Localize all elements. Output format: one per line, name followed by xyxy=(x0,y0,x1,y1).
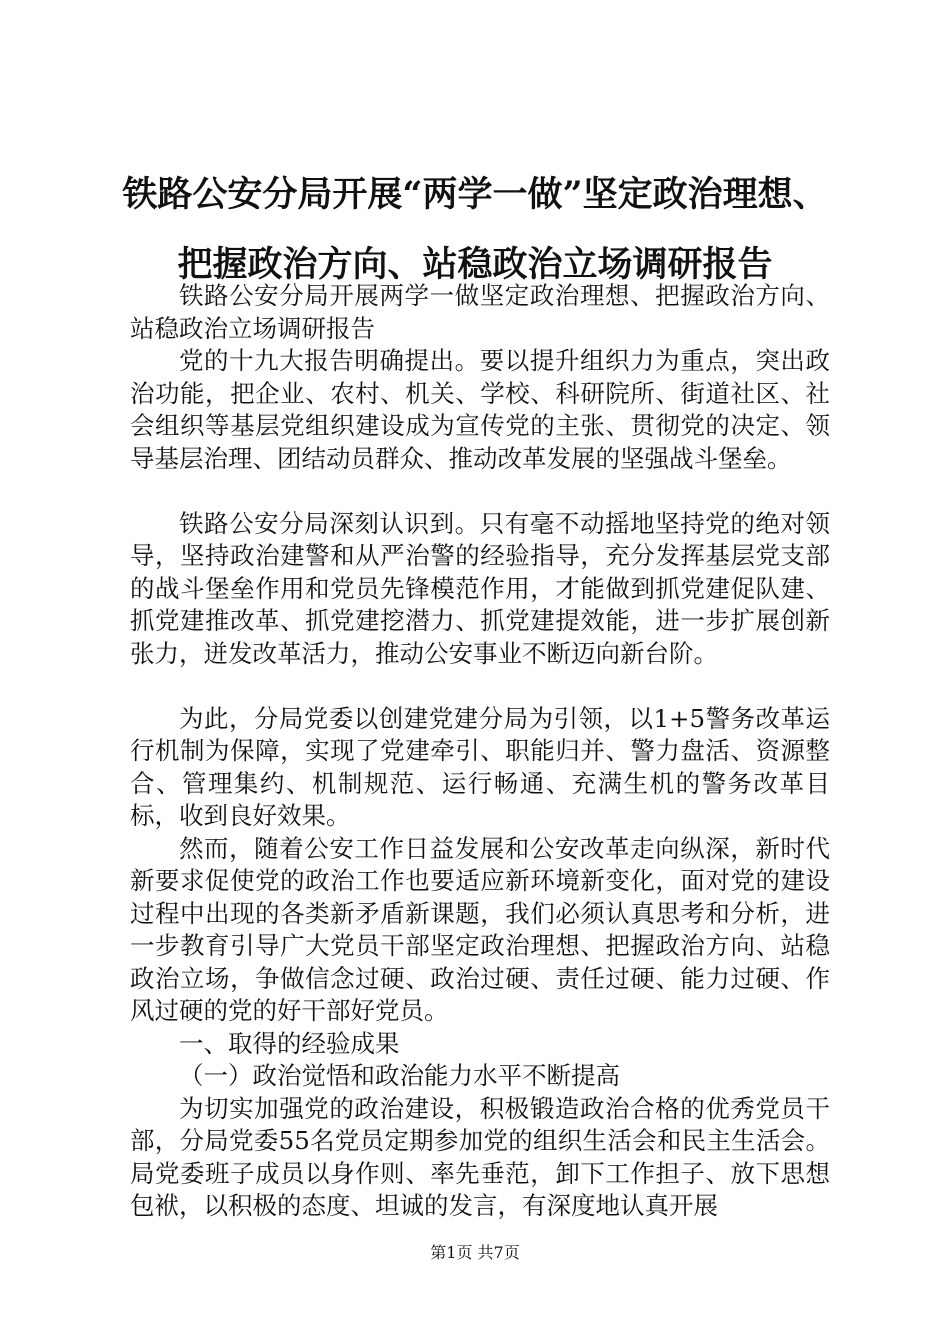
paragraph-intro: 党的十九大报告明确提出。要以提升组织力为重点，突出政治功能，把企业、农村、机关、学校、科研院所、街道社区、社会组织等基层党组织建设成为宣传党的主张、贯彻党的决定、领导基层治理、团结动员群众、推动改革发展的坚强战斗堡垒。 xyxy=(130,346,830,473)
blank-line xyxy=(130,475,830,508)
section-heading: 一、取得的经验成果 xyxy=(179,1028,400,1058)
document-title xyxy=(90,160,860,300)
page-footer: 第1页 共7页 xyxy=(430,1243,520,1262)
paragraph-understanding: 铁路公安分局深刻认识到。只有毫不动摇地坚持党的绝对领导，坚持政治建警和从严治警的经验指导，充分发挥基层党支部的战斗堡垒作用和党员先锋模范作用，才能做到抓党建促队建、抓党建推改革、抓党建挖潜力、抓党建提效能，进一步扩展创新张力，迸发改革活力，推动公安事业不断迈向新台阶。 xyxy=(130,508,830,668)
subsection-heading: （一）政治觉悟和政治能力水平不断提高 xyxy=(179,1061,620,1090)
paragraph-challenges: 然而，随着公安工作日益发展和公安改革走向纵深，新时代新要求促使党的政治工作也要适应新环境新变化，面对党的建设过程中出现的各类新矛盾新课题，我们必须认真思考和分析，进一步教育引导广大党员干部坚定政治理想、把握政治方向、站稳政治立场，争做信念过硬、政治过硬、责任过硬、能力过硬、作风过硬的党的好干部好党员。 xyxy=(130,833,830,1025)
title-line-2: 把握政治方向、站稳政治立场调研报告 xyxy=(177,244,773,285)
paragraph-measures: 为此，分局党委以创建党建分局为引领，以1+5警务改革运行机制为保障，实现了党建牵引、职能归并、警力盘活、资源整合、管理集约、机制规范、运行畅通、充满生机的警务改革目标，收到良好效果。 xyxy=(130,703,830,830)
paragraph-subtitle: 铁路公安分局开展两学一做坚定政治理想、把握政治方向、站稳政治立场调研报告 xyxy=(130,281,830,343)
blank-line xyxy=(130,670,830,703)
title-line-1: 铁路公安分局开展“两学一做”坚定政治理想、 xyxy=(122,174,828,215)
document-body xyxy=(130,280,830,1223)
paragraph-political-building: 为切实加强党的政治建设，积极锻造政治合格的优秀党员干部，分局党委55名党员定期参加党的组织生活会和民主生活会。局党委班子成员以身作则、率先垂范，卸下工作担子、放下思想包袱，以积极的态度、坦诚的发言，有深度地认真开展 xyxy=(130,1093,830,1220)
